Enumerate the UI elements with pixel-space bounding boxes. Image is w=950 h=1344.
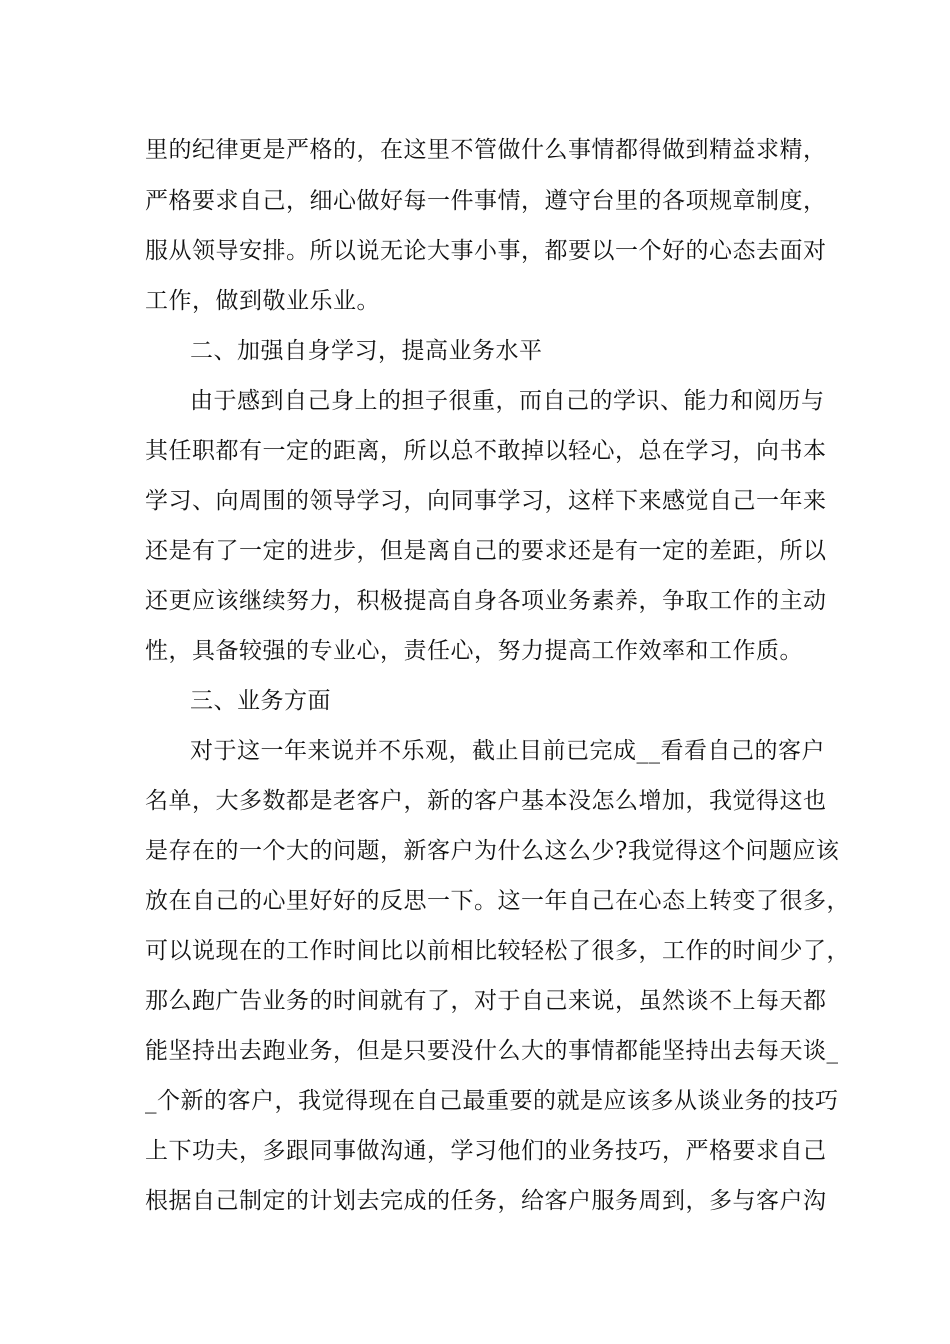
text-line: 上下功夫，多跟同事做沟通，学习他们的业务技巧，严格要求自己 bbox=[145, 1138, 827, 1164]
section-heading: 二、加强自身学习，提高业务水平 bbox=[190, 338, 543, 364]
text-line: 工作，做到敬业乐业。 bbox=[145, 288, 380, 314]
text-line: 性，具备较强的专业心，责任心，努力提高工作效率和工作质。 bbox=[145, 638, 803, 664]
text-line: 那么跑广告业务的时间就有了，对于自己来说，虽然谈不上每天都 bbox=[145, 988, 827, 1014]
text-line: 还是有了一定的进步，但是离自己的要求还是有一定的差距，所以 bbox=[145, 538, 827, 564]
text-line: 可以说现在的工作时间比以前相比较轻松了很多，工作的时间少了， bbox=[145, 938, 850, 964]
text-line: _个新的客户，我觉得现在自己最重要的就是应该多从谈业务的技巧 bbox=[145, 1088, 839, 1114]
text-line: 还更应该继续努力，积极提高自身各项业务素养，争取工作的主动 bbox=[145, 588, 827, 614]
text-line: 对于这一年来说并不乐观，截止目前已完成__看看自己的客户 bbox=[190, 738, 825, 764]
text-line: 里的纪律更是严格的，在这里不管做什么事情都得做到精益求精， bbox=[145, 137, 827, 163]
text-line: 放在自己的心里好好的反思一下。这一年自己在心态上转变了很多， bbox=[145, 888, 850, 914]
text-line: 由于感到自己身上的担子很重，而自己的学识、能力和阅历与 bbox=[190, 388, 825, 414]
text-line: 是存在的一个大的问题，新客户为什么这么少?我觉得这个问题应该 bbox=[145, 838, 840, 864]
text-line: 根据自己制定的计划去完成的任务，给客户服务周到，多与客户沟 bbox=[145, 1188, 827, 1214]
text-line: 其任职都有一定的距离，所以总不敢掉以轻心，总在学习，向书本 bbox=[145, 438, 827, 464]
text-line: 服从领导安排。所以说无论大事小事，都要以一个好的心态去面对 bbox=[145, 238, 827, 264]
text-line: 名单，大多数都是老客户，新的客户基本没怎么增加，我觉得这也 bbox=[145, 788, 827, 814]
text-line: 能坚持出去跑业务，但是只要没什么大的事情都能坚持出去每天谈_ bbox=[145, 1038, 839, 1064]
section-heading: 三、业务方面 bbox=[190, 688, 331, 714]
text-line: 严格要求自己，细心做好每一件事情，遵守台里的各项规章制度， bbox=[145, 188, 827, 214]
text-line: 学习、向周围的领导学习，向同事学习，这样下来感觉自己一年来 bbox=[145, 488, 827, 514]
